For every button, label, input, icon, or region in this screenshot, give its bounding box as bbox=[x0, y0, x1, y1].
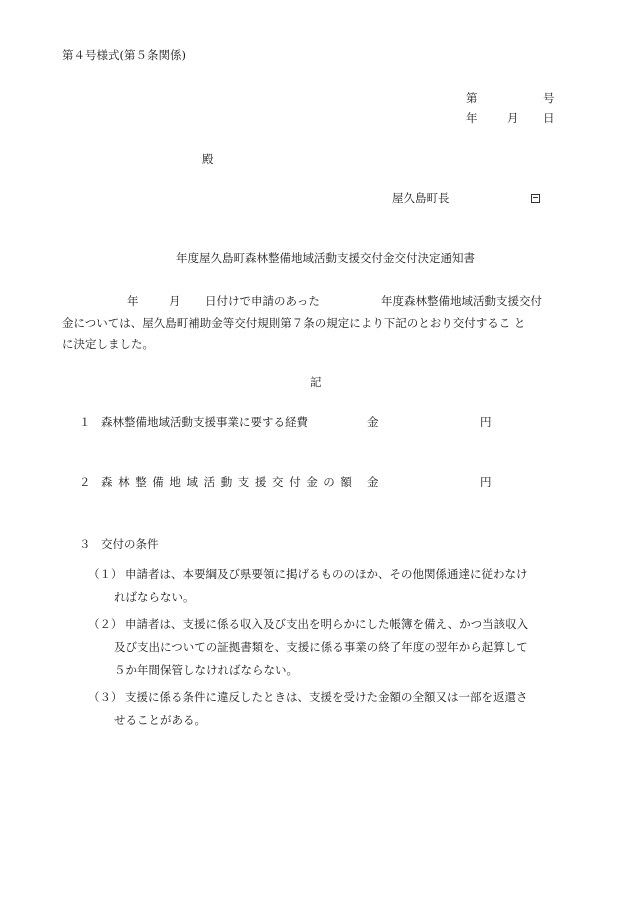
item-1-number: １ bbox=[79, 415, 91, 429]
seal-icon bbox=[531, 194, 540, 203]
condition-3-number: （３） bbox=[88, 690, 123, 704]
conditions-number: ３ bbox=[79, 537, 91, 551]
date-year: 年 bbox=[466, 111, 478, 125]
condition-1-text bbox=[114, 563, 565, 609]
condition-3-text bbox=[114, 686, 565, 732]
condition-2-number: （２） bbox=[88, 617, 123, 631]
issuer-name: 屋久島町長 bbox=[392, 191, 450, 205]
document-title: 年度屋久島町森林整備地域活動支援交付金交付決定通知書 bbox=[176, 251, 475, 265]
condition-1-number: （１） bbox=[88, 567, 123, 581]
condition-2-line-2: 及び支出についての証拠書類を、支援に係る事業の終了年度の翌年から起算して bbox=[114, 640, 528, 654]
condition-1-line-2: ればならない。 bbox=[114, 590, 195, 604]
condition-2-line-1: 申請者は、支援に係る収入及び支出を明らかにした帳簿を備え、かつ当該収入 bbox=[125, 617, 529, 631]
condition-1-line-1: 申請者は、本要綱及び県要領に掲げるもののほか、その他関係通達に従わなけ bbox=[125, 567, 528, 581]
doc-number-suffix: 号 bbox=[543, 91, 555, 105]
conditions-heading: 交付の条件 bbox=[101, 537, 159, 551]
doc-number-prefix: 第 bbox=[466, 91, 478, 105]
date-month: 月 bbox=[507, 111, 519, 125]
body-year: 年 bbox=[127, 294, 139, 308]
item-2-number: ２ bbox=[79, 475, 91, 489]
condition-2-text bbox=[114, 613, 565, 682]
item-1-currency: 金 bbox=[367, 415, 379, 429]
item-2-currency: 金 bbox=[367, 475, 379, 489]
item-1-unit: 円 bbox=[480, 415, 492, 429]
body-month: 月 bbox=[169, 294, 181, 308]
item-2-unit: 円 bbox=[480, 475, 492, 489]
item-1-label: 森林整備地域活動支援事業に要する経費 bbox=[101, 415, 308, 429]
form-label: 第４号様式(第５条関係) bbox=[62, 48, 186, 62]
body-line-3: に決定しました。 bbox=[62, 337, 154, 351]
addressee-suffix: 殿 bbox=[202, 152, 214, 166]
item-2-label: 森林整備地域活動支援交付金の額 bbox=[101, 475, 358, 489]
condition-2-line-3: ５か年間保管しなければならない。 bbox=[114, 663, 298, 677]
condition-3-line-2: せることがある。 bbox=[114, 713, 206, 727]
body-line-2: 金については、屋久島町補助金等交付規則第７条の規定により下記のとおり交付するこ と bbox=[62, 316, 526, 330]
condition-3-line-1: 支援に係る条件に違反したときは、支援を受けた金額の全額又は一部を返還さ bbox=[125, 690, 528, 704]
record-heading: 記 bbox=[310, 375, 322, 389]
date-day: 日 bbox=[543, 111, 555, 125]
body-fiscal-text: 年度森林整備地域活動支援交付 bbox=[381, 294, 542, 308]
body-day-text: 日付けで申請のあった bbox=[205, 294, 320, 308]
